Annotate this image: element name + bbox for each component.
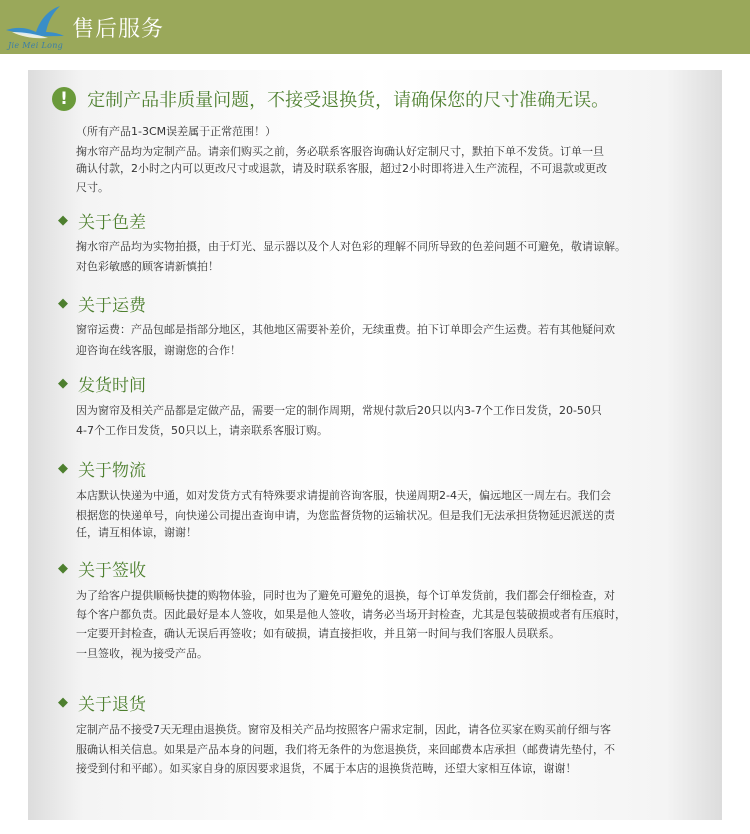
intro-line: 掬水帘产品均为定制产品。请亲们购买之前，务必联系客服咨询确认好定制尺寸，默拍下单不发货。订单一旦	[76, 145, 604, 158]
section-line: 任，请互相体谅，谢谢！	[76, 526, 197, 539]
section-line: 窗帘运费：产品包邮是指部分地区，其他地区需要补差价，无续重费。拍下订单即会产生运费。若有其他疑问欢	[76, 323, 615, 336]
intro-line: 尺寸。	[76, 181, 109, 194]
diamond-bullet-icon: ◆	[58, 376, 68, 391]
diamond-bullet-icon: ◆	[58, 695, 68, 710]
section-line: 4-7个工作日发货，50只以上，请亲联系客服订购。	[76, 424, 328, 437]
section-title: 关于运费	[78, 296, 146, 316]
bird-logo-icon	[2, 2, 68, 42]
section-title: 关于色差	[78, 213, 146, 233]
section-heading-shipping-fee	[58, 291, 146, 315]
logo-text: Jie Mei Long	[8, 41, 64, 50]
section-line: 因为窗帘及相关产品都是定做产品，需要一定的制作周期，常规付款后20只以内3-7个工作日发货，20-50只	[76, 404, 602, 417]
header-bar	[0, 0, 750, 54]
section-heading-sign-for	[58, 556, 146, 580]
diamond-bullet-icon: ◆	[58, 461, 68, 476]
section-title: 发货时间	[78, 376, 146, 396]
section-line: 接受到付和平邮）。如买家自身的原因要求退货，不属于本店的退换货范畴，还望大家相互体谅，谢谢！	[76, 762, 577, 775]
section-line: 掬水帘产品均为实物拍摄，由于灯光、显示器以及个人对色彩的理解不同所导致的色差问题不可避免，敬请谅解。	[76, 240, 626, 253]
section-line: 一定要开封检查，确认无误后再签收；如有破损，请直接拒收，并且第一时间与我们客服人员联系。	[76, 627, 560, 640]
section-line: 迎咨询在线客服，谢谢您的合作！	[76, 344, 241, 357]
section-title: 关于签收	[78, 561, 146, 581]
section-line: 一旦签收，视为接受产品。	[76, 647, 208, 660]
section-line: 服确认相关信息。如果是产品本身的问题，我们将无条件的为您退换货，来回邮费本店承担（邮费请先垫付，不	[76, 743, 615, 756]
page-title: 售后服务	[72, 17, 165, 42]
section-heading-delivery-time	[58, 371, 146, 395]
section-heading-returns	[58, 690, 146, 714]
section-line: 每个客户都负责。因此最好是本人签收，如果是他人签收，请务必当场开封检查，尤其是包装破损或者有压痕时，	[76, 608, 626, 621]
section-heading-color-difference	[58, 208, 146, 232]
exclamation-icon: !	[52, 87, 76, 111]
diamond-bullet-icon: ◆	[58, 296, 68, 311]
warning-notice	[52, 86, 609, 114]
intro-line: （所有产品1-3CM误差属于正常范围！）	[76, 125, 277, 138]
section-title: 关于退货	[78, 695, 146, 715]
section-line: 本店默认快递为中通，如对发货方式有特殊要求请提前咨询客服，快递周期2-4天，偏远地区一周左右。我们会	[76, 489, 611, 502]
section-line: 对色彩敏感的顾客请新慎拍！	[76, 260, 219, 273]
diamond-bullet-icon: ◆	[58, 561, 68, 576]
section-heading-logistics	[58, 456, 146, 480]
section-line: 定制产品不接受7天无理由退换货。窗帘及相关产品均按照客户需求定制，因此，请各位买家在购买前仔细与客	[76, 723, 611, 736]
warning-text: 定制产品非质量问题，不接受退换货，请确保您的尺寸准确无误。	[87, 90, 610, 111]
section-line: 根据您的快递单号，向快递公司提出查询申请，为您监督货物的运输状况。但是我们无法承担货物延迟派送的责	[76, 509, 615, 522]
intro-line: 确认付款，2小时之内可以更改尺寸或退款，请及时联系客服，超过2小时即将进入生产流程，不可退款或更改	[76, 162, 607, 175]
diamond-bullet-icon: ◆	[58, 213, 68, 228]
section-title: 关于物流	[78, 461, 146, 481]
section-line: 为了给客户提供顺畅快捷的购物体验，同时也为了避免可避免的退换，每个订单发货前，我们都会仔细检查，对	[76, 589, 615, 602]
logo	[2, 2, 68, 52]
